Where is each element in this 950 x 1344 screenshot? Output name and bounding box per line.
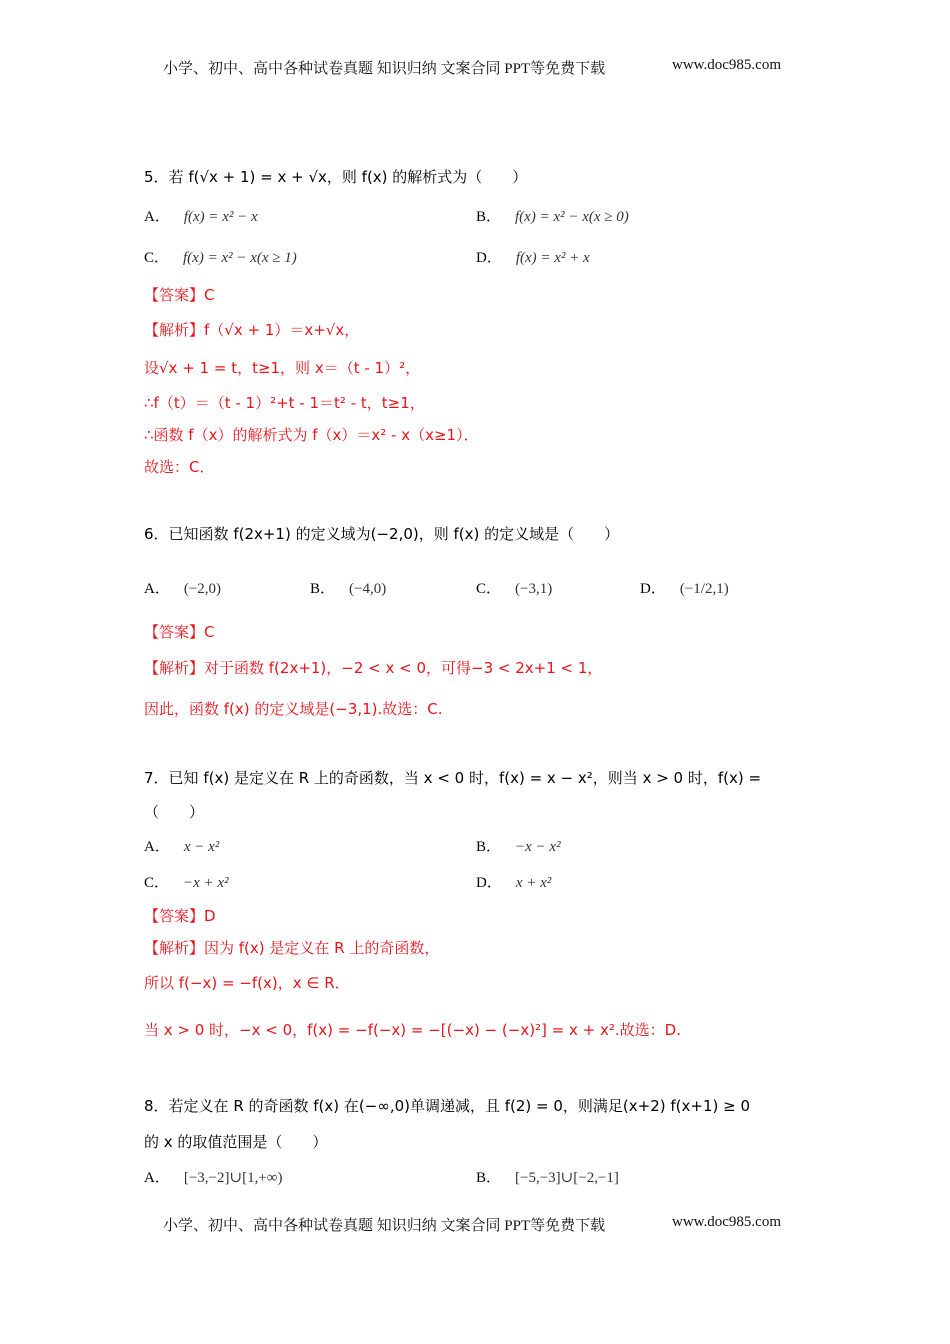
q5-analysis-2: 设√x + 1 = t，t≥1，则 x＝（t - 1）²，	[144, 359, 421, 377]
q7-option-a: A． x − x²	[144, 839, 220, 855]
q7-analysis-2: 所以 f(−x) = −f(x)，x ∈ R．	[144, 974, 350, 992]
q5-analysis-1: 【解析】f（√x + 1）＝x+√x，	[144, 321, 360, 339]
q5-answer: 【答案】C	[144, 286, 215, 304]
header-url: www.doc985.com	[672, 57, 782, 73]
q6-option-b: B． (−4,0)	[310, 581, 387, 597]
question-8-stem-cont: 的 x 的取值范围是（ ）	[144, 1133, 328, 1151]
q6-analysis-2: 因此，函数 f(x) 的定义域是(−3,1).故选：C.	[144, 700, 443, 718]
q5-option-b: B． f(x) = x² − x(x ≥ 0)	[476, 209, 629, 225]
question-5-stem	[144, 166, 527, 187]
q7-option-b: B． −x − x²	[476, 839, 561, 855]
q6-analysis-1: 【解析】对于函数 f(2x+1)，−2 < x < 0，可得−3 < 2x+1 < 1，	[144, 659, 603, 677]
question-text: 若 f(√x + 1) = x + √x，则 f(x) 的解析式为（ ）	[168, 168, 528, 186]
q6-option-a: A． (−2,0)	[144, 581, 222, 597]
question-7-stem-cont: （ ）	[144, 803, 205, 821]
question-number: 5．	[144, 168, 169, 186]
q8-option-b: B． [−5,−3]∪[−2,−1]	[476, 1170, 619, 1186]
q8-option-a: A． [−3,−2]∪[1,+∞)	[144, 1170, 283, 1186]
q5-analysis-5: 故选：C．	[144, 458, 215, 476]
q5-option-a: A． f(x) = x² − x	[144, 209, 258, 225]
q7-analysis-1: 【解析】因为 f(x) 是定义在 R 上的奇函数，	[144, 939, 440, 957]
q6-option-d: D． (−1/2,1)	[640, 581, 729, 597]
q7-analysis-3: 当 x > 0 时，−x < 0，f(x) = −f(−x) = −[(−x) − (−x)²] = x + x².故选：D.	[144, 1021, 681, 1039]
q5-analysis-3: ∴f（t）＝（t - 1）²+t - 1＝t² - t，t≥1，	[144, 394, 425, 412]
q7-option-c: C． −x + x²	[144, 875, 229, 891]
q7-answer: 【答案】D	[144, 907, 216, 925]
question-7-stem: 7．已知 f(x) 是定义在 R 上的奇函数，当 x < 0 时，f(x) = x − x²，则当 x > 0 时，f(x) =	[144, 769, 762, 787]
q6-option-c: C． (−3,1)	[476, 581, 553, 597]
question-6-stem: 6．已知函数 f(2x+1) 的定义域为(−2,0)，则 f(x) 的定义域是（ ）	[144, 525, 620, 543]
question-8-stem: 8．若定义在 R 的奇函数 f(x) 在(−∞,0)单调递减，且 f(2) = 0，则满足(x+2) f(x+1) ≥ 0	[144, 1097, 751, 1115]
footer-url: www.doc985.com	[672, 1214, 782, 1230]
q5-analysis-4: ∴函数 f（x）的解析式为 f（x）＝x² - x（x≥1）．	[144, 426, 479, 444]
q7-option-d: D． x + x²	[476, 875, 552, 891]
page-header	[163, 57, 803, 78]
page-footer	[163, 1214, 803, 1235]
q5-option-c: C． f(x) = x² − x(x ≥ 1)	[144, 250, 297, 266]
footer-slogan: 小学、初中、高中各种试卷真题 知识归纳 文案合同 PPT等免费下载	[163, 1218, 606, 1234]
q6-answer: 【答案】C	[144, 623, 215, 641]
header-slogan: 小学、初中、高中各种试卷真题 知识归纳 文案合同 PPT等免费下载	[163, 61, 606, 77]
q5-option-d: D． f(x) = x² + x	[476, 250, 590, 266]
